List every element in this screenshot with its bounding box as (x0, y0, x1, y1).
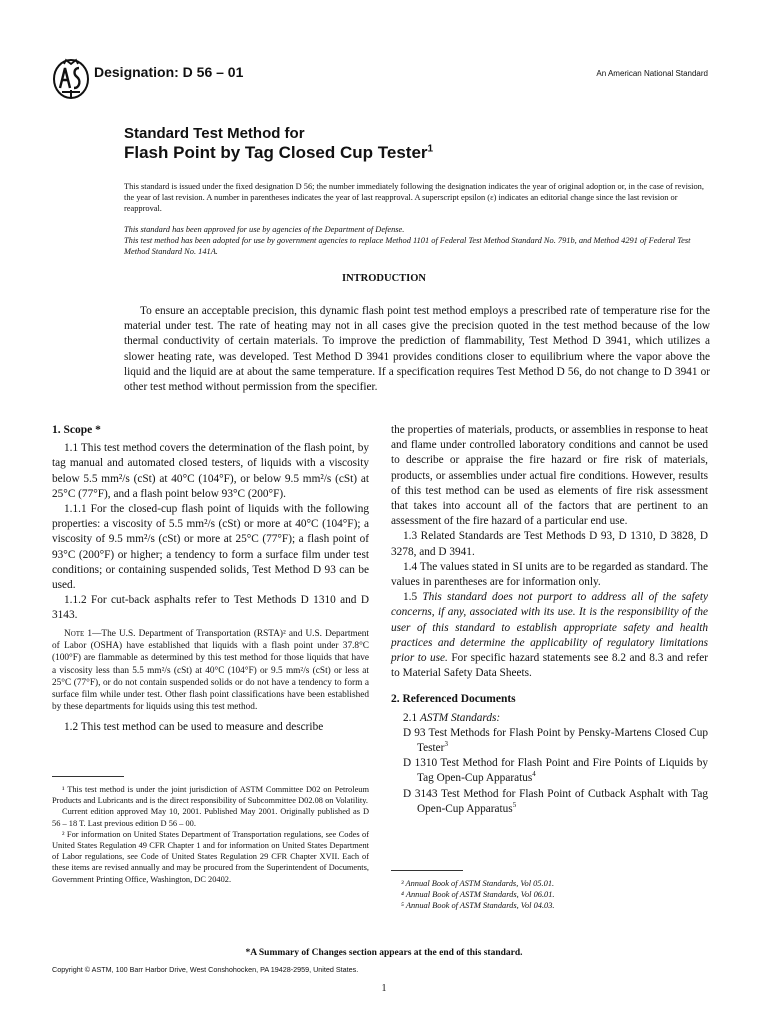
referenced-documents-heading: 2. Referenced Documents (391, 693, 516, 706)
footnotes-left (52, 784, 369, 885)
section-1-4: 1.4 The values stated in SI units are to be regarded as standard. The values in parentheses are for information only. (391, 560, 708, 589)
footnote-5: ⁵ Annual Book of ASTM Standards, Vol 04.03. (401, 901, 555, 911)
approval-statement: This standard has been approved for use by agencies of the Department of Defense. This test method has been adopted for use by government agencies to replace Method 1101 of Federal Test Method Standard No. 791b, and Method 4291 of Federal Test Method Standard No. 141A. (124, 225, 691, 257)
scope-heading: 1. Scope * (52, 424, 101, 436)
title-line-2: Flash Point by Tag Closed Cup Tester$^1$ (124, 143, 434, 162)
reference-d3143: D 3143 Test Method for Flash Point of Cutback Asphalt with Tag Open-Cup Apparatus$^5$ (403, 787, 708, 815)
reference-d1310: D 1310 Test Method for Flash Point and Fire Points of Liquids by Tag Open-Cup Apparatus$^4$ (403, 757, 708, 785)
summary-of-changes-note: *A Summary of Changes section appears at the end of this standard. (245, 948, 523, 958)
reference-d93: D 93 Test Methods for Flash Point by Pensky-Martens Closed Cup Tester$^3$ (403, 726, 708, 755)
footnote-4: ⁴ Annual Book of ASTM Standards, Vol 06.01. (401, 890, 555, 900)
designation: Designation: D 56 – 01 (94, 64, 244, 80)
footnotes-right (391, 878, 708, 912)
title-footnote-mark: 1 (427, 143, 434, 155)
issued-statement: This standard is issued under the fixed designation D 56; the number immediately following the designation indicates the year of original adoption or, in the case of revision, the year of last revision. A number in parentheses indicates the year of last reapproval. A superscript epsilon (ε) indicates an editorial change since the last revision or reapproval. (124, 182, 704, 214)
section-1-3: 1.3 Related Standards are Test Methods D 93, D 1310, D 3828, D 3278, and D 3941. (391, 530, 708, 558)
footnote-rule-left (52, 776, 124, 777)
footnote-2: ² For information on United States Department of Transportation regulations, see Codes of United States Regulation 49 CFR Chapter 1 and for information on United States Department of Labor regulations, see Code of United States Regulation 29 CFR Chapter XVII. Each of these items are revised annually and may be procured from the Superintendent of Documents, Government Printing Office, Washington, DC 20402. (52, 829, 369, 884)
title-line-1: Standard Test Method for (124, 125, 305, 142)
section-1-1-2: 1.1.2 For cut-back asphalts refer to Test Methods D 1310 and D 3143. (52, 594, 369, 622)
footnote-3: ³ Annual Book of ASTM Standards, Vol 05.01. (401, 879, 555, 888)
footnote-rule-right (391, 870, 463, 871)
section-1-1-1: 1.1.1 For the closed-cup flash point of liquids with the following properties: a viscosity of 5.5 mm²/s (cSt) or more at 40°C (104°F); a viscosity of 9.5 mm²/s (cSt) or more at 25°C (77°F); a flash point of 93°C (200°F) or higher; a tendency to form a surface film under test conditions; or containing suspended solids, Test Method D 93 can be used. (52, 503, 369, 592)
right-column (391, 423, 708, 817)
section-1-5: 1.5 This standard does not purport to address all of the safety concerns, if any, associated with its use. It is the responsibility of the user of this standard to establish appropriate safety and health practices and determine the applicability of regulatory limitations prior to use. For specific hazard statements see 8.2 and 8.3 and refer to Material Safety Data Sheets. (391, 591, 709, 680)
note-1: Note 1—The U.S. Department of Transportation (RSTA)² and U.S. Department of Labor (OSHA) have established that liquids with a flash point under 37.8°C (100°F) are flammable as determined by this test method for those liquids that have a viscosity less than 5.5 mm²/s (cSt) at 40°C (104°F) or 9.5 mm²/s (cSt) or less at 25°C (77°F), or do not contain suspended solids or do not have a tendency to form a surface film while under test. Other flash point classifications have been established by these departments for liquids using this test method. (52, 628, 369, 713)
footnote-1: ¹ This test method is under the joint jurisdiction of ASTM Committee D02 on Petroleum Products and Lubricants and is the direct responsibility of Subcommittee D02.08 on Volatility. (52, 785, 369, 806)
section-1-2-continued: the properties of materials, products, or assemblies in response to heat and flame under controlled laboratory conditions and cannot be used to describe or appraise the fire hazard or fire risk of materials, products, or assemblies under actual fire conditions. However, results of this test method can be used as elements of fire risk assessment that takes into account all of the factors that are pertinent to an assessment of the fire hazard of a particular end use. (391, 424, 708, 528)
national-standard-label: An American National Standard (596, 69, 708, 78)
astm-standards-label: 2.1 ASTM Standards: (403, 711, 501, 724)
page-number: 1 (381, 983, 387, 994)
introduction-text: To ensure an acceptable precision, this dynamic flash point test method employs a prescribed rate of temperature rise for the material under test. The rate of heating may not in all cases give the precision quoted in the test method because of the low thermal conductivity of certain materials. To improve the prediction of flammability, Test Method D 3941, which utilizes a slower heating rate, was developed. Test Method D 3941 provides conditions closer to equilibrium where the vapor above the liquid and the liquid are at about the same temperature. If a specification requires Test Method D 56, do not change to D 3941 or other test method without permission from the specifier. (124, 305, 710, 394)
section-1-2-start: 1.2 This test method can be used to measure and describe (64, 720, 324, 733)
introduction-heading: INTRODUCTION (341, 273, 426, 284)
referenced-documents-list (391, 711, 708, 817)
footnote-1-edition: Current edition approved May 10, 2001. Published May 2001. Originally published as D 56 – 18 T. Last previous edition D 56 – 00. (52, 807, 369, 828)
left-column (52, 423, 369, 735)
copyright: Copyright © ASTM, 100 Barr Harbor Drive, West Conshohocken, PA 19428-2959, United States. (52, 965, 359, 974)
note-label: Note 1 (64, 628, 93, 639)
section-1-1: 1.1 This test method covers the determination of the flash point, by tag manual and automated closed testers, of liquids with a viscosity below 5.5 mm²/s (cSt) at 40°C (104°F), or below 9.5 mm²/s (cSt) at 25°C (77°F), and a flash point below 93°C (200°F). (52, 442, 369, 500)
astm-logo (52, 58, 90, 100)
